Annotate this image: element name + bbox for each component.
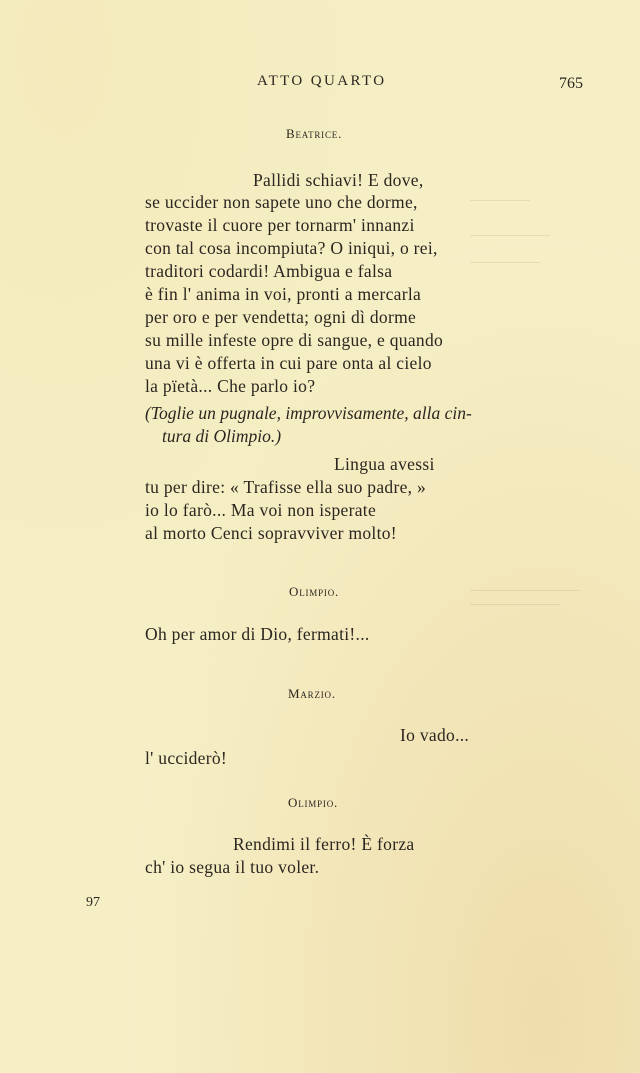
- speaker-olimpio: Olimpio.: [288, 795, 339, 810]
- verse-line: su mille infeste opre di sangue, e quando: [145, 330, 444, 350]
- verse-line: traditori codardi! Ambigua e falsa: [145, 261, 393, 281]
- signature-number: 97: [86, 895, 100, 910]
- speaker-beatrice: Beatrice.: [286, 126, 343, 141]
- verse-line: Io vado...: [400, 725, 470, 745]
- verse-line: per oro e per vendetta; ogni dì dorme: [145, 307, 417, 327]
- speaker-marzio: Marzio.: [288, 686, 336, 701]
- page-number: 765: [559, 75, 583, 92]
- verse-line: una vi è offerta in cui pare onta al cielo: [145, 353, 432, 373]
- verse-line: la pïetà... Che parlo io?: [145, 376, 316, 396]
- speaker-olimpio: Olimpio.: [289, 584, 340, 599]
- verse-line: è fin l' anima in voi, pronti a mercarla: [145, 284, 422, 304]
- verse-line: al morto Cenci sopravviver molto!: [145, 523, 397, 543]
- verse-line: trovaste il cuore per tornarm' innanzi: [145, 215, 415, 235]
- show-through-mark: [470, 604, 560, 605]
- verse-line: se uccider non sapete uno che dorme,: [145, 192, 418, 212]
- show-through-mark: [470, 262, 540, 263]
- verse-line: ch' io segua il tuo voler.: [145, 857, 320, 877]
- verse-line: Pallidi schiavi! E dove,: [253, 170, 424, 190]
- show-through-mark: [470, 235, 550, 236]
- verse-line: Lingua avessi: [334, 454, 435, 474]
- verse-line: tu per dire: « Trafisse ella suo padre, »: [145, 477, 427, 497]
- verse-line: Rendimi il ferro! È forza: [233, 834, 415, 854]
- stage-direction-line: tura di Olimpio.): [162, 426, 282, 446]
- running-header: ATTO QUARTO: [257, 73, 387, 89]
- show-through-mark: [470, 590, 580, 591]
- verse-line: Oh per amor di Dio, fermati!...: [145, 624, 370, 644]
- verse-line: io lo farò... Ma voi non isperate: [145, 500, 377, 520]
- stage-direction-line: (Toglie un pugnale, improvvisamente, alla cin-: [145, 403, 472, 423]
- verse-line: con tal cosa incompiuta? O iniqui, o rei,: [145, 238, 438, 258]
- show-through-mark: [470, 200, 530, 201]
- verse-line: l' ucciderò!: [145, 748, 228, 768]
